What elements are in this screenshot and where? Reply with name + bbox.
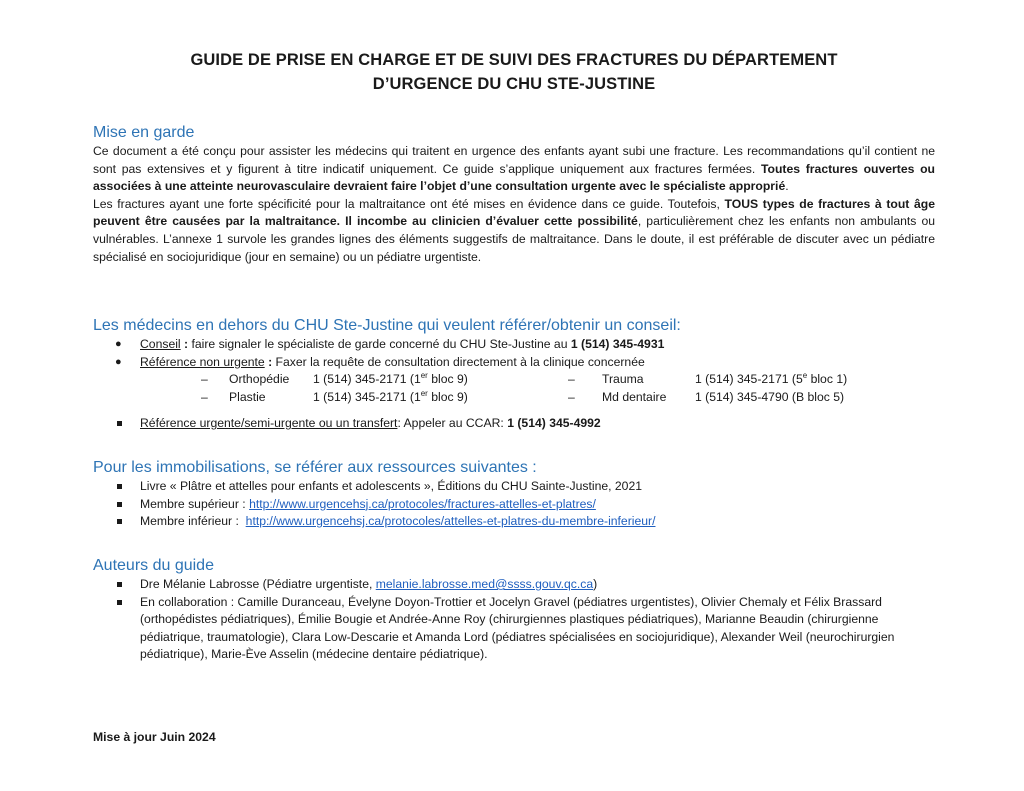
phone-text: 1 (514) 345-4790 (B bloc 5): [695, 390, 845, 405]
phone-suffix: bloc 9): [427, 390, 468, 405]
phone-number: 1 (514) 345-4931: [570, 337, 665, 351]
item-label: Membre supérieur :: [140, 496, 250, 511]
phone-suffix: bloc 9): [427, 372, 468, 387]
clinic-contacts: [93, 371, 935, 407]
phone-suffix: bloc 1): [807, 372, 848, 387]
item-text: Livre « Plâtre et attelles pour enfants et adolescents », Éditions du CHU Sainte-Justine, 2021: [140, 479, 643, 493]
clinic-phone: [313, 389, 468, 407]
item-colon: :: [180, 337, 189, 351]
paragraph-text: Ce document a été conçu pour assister les médecins qui traitent en urgence des enfants ayant subi une fracture. Les recommandations qu’il contient ne sont pas extensives et y figurent à titre indicatif uniquement. Ce guide s’applique uniquement aux fractures fermées.: [93, 144, 935, 176]
square-bullet-icon: [117, 519, 122, 524]
phone-text: 1 (514) 345-2171 (5: [695, 372, 803, 387]
item-text: En collaboration : Camille Duranceau, Évelyne Doyon-Trottier et Jocelyn Gravel (pédiatres urgentistes), Olivier Chemaly et Félix Brassard (orthopédistes pédiatriques), Émilie Bougie et Andrée-Anne Roy (chirurgiennes plastiques pédiatriques), Marianne Beaudin (chirurgienne pédiatrique, traumatologie), Clara Low-Descarie et Amanda Lord (pédiatres spécialisées en sociojuridique), Alexander Weil (neurochirurgien pédiatrique), Marie-Ève Asselin (médecine dentaire pédiatrique).: [140, 594, 895, 662]
phone-text: 1 (514) 345-2171 (1: [313, 372, 421, 387]
section-heading: Auteurs du guide: [93, 557, 214, 574]
list-item-urgent: [93, 415, 935, 433]
list-item: [93, 594, 935, 664]
list-item: [93, 496, 935, 514]
square-bullet-icon: [117, 502, 122, 507]
list-item-reference: [93, 354, 935, 372]
square-bullet-icon: [117, 582, 122, 587]
item-text: Dre Mélanie Labrosse (Pédiatre urgentiste,: [140, 577, 376, 591]
clinic-name: Orthopédie: [229, 372, 290, 387]
document-title: [93, 48, 935, 96]
section-mise-en-garde: [93, 123, 935, 266]
clinic-name: Md dentaire: [602, 390, 667, 405]
clinic-name: Trauma: [602, 372, 644, 387]
superscript: e: [802, 371, 808, 381]
lower-limb-link[interactable]: http://www.urgencehsj.ca/protocoles/attelles-et-platres-du-membre-inferieur/: [245, 514, 656, 529]
list-item: [93, 478, 935, 496]
item-text: Faxer la requête de consultation directement à la clinique concernée: [272, 354, 645, 369]
phone-number: 1 (514) 345-4992: [507, 416, 601, 431]
section-auteurs: [93, 556, 935, 664]
item-label: Référence urgente/semi-urgente ou un transfert: [140, 416, 398, 431]
paragraph-text: , particulièrement chez les enfants non ambulants ou vulnérables. L’annexe 1 survole les grandes lignes des éléments suggestifs de maltraitance. Dans le doute, il est préférable de discuter avec un pédiatre spécialisé en sociojuridique (jour en semaine) ou un pédiatre urgentiste.: [93, 214, 936, 264]
document-page: [93, 48, 936, 662]
item-text: faire signaler le spécialiste de garde concerné du CHU Ste-Justine au: [188, 337, 571, 351]
superscript: er: [420, 389, 428, 399]
clinic-name: Plastie: [229, 390, 266, 405]
list-item: [93, 576, 935, 594]
paragraph-2: [93, 196, 935, 266]
square-bullet-icon: [117, 421, 122, 426]
section-referer: [93, 316, 935, 433]
item-label: Référence non urgente: [140, 354, 265, 369]
item-text: ): [593, 577, 598, 591]
title-line-2: D’URGENCE DU CHU STE-JUSTINE: [372, 75, 656, 93]
item-label: Membre inférieur :: [140, 514, 246, 529]
clinic-phone: [695, 371, 847, 389]
clinic-phone: [313, 371, 468, 389]
paragraph-text: .: [785, 179, 789, 194]
superscript: er: [420, 371, 428, 381]
list-item-conseil: [93, 336, 935, 354]
square-bullet-icon: [117, 600, 122, 605]
list-item: [93, 513, 935, 531]
dash-icon: –: [568, 390, 575, 405]
warning-text: Toutes fractures ouvertes ou associées à une atteinte neurovasculaire devraient faire l’objet d’une consultation urgente avec le spécialiste approprié: [93, 161, 935, 194]
section-heading: Pour les immobilisations, se référer aux ressources suivantes :: [93, 459, 537, 476]
footer-update-date: Mise à jour Juin 2024: [93, 730, 216, 744]
authors-list: [93, 576, 935, 664]
bullet-icon: ●: [115, 338, 122, 350]
dash-icon: –: [201, 372, 208, 387]
section-heading: Mise en garde: [93, 124, 195, 141]
item-text: : Appeler au CCAR:: [397, 416, 508, 431]
title-line-1: GUIDE DE PRISE EN CHARGE ET DE SUIVI DES FRACTURES DU DÉPARTEMENT: [190, 51, 838, 69]
referral-list: [93, 336, 935, 371]
clinic-phone: [695, 389, 844, 407]
paragraph-text: Les fractures ayant une forte spécificité pour la maltraitance ont été mises en évidence dans ce guide. Toutefois,: [93, 196, 725, 211]
bullet-icon: ●: [115, 355, 122, 368]
item-colon: :: [264, 354, 273, 369]
warning-text: TOUS types de fractures à tout âge peuvent être causées par la maltraitance. Il incombe au clinicien d’évaluer cette possibilité: [93, 196, 935, 229]
square-bullet-icon: [117, 484, 122, 489]
resources-list: [93, 478, 935, 531]
phone-text: 1 (514) 345-2171 (1: [313, 390, 421, 405]
dash-icon: –: [201, 390, 208, 405]
section-immobilisations: [93, 458, 935, 531]
paragraph-1: [93, 143, 935, 196]
item-label: Conseil: [140, 337, 181, 351]
section-heading: Les médecins en dehors du CHU Ste-Justine qui veulent référer/obtenir un conseil:: [93, 317, 681, 334]
urgent-list: [93, 415, 935, 433]
dash-icon: –: [568, 372, 575, 387]
upper-limb-link[interactable]: http://www.urgencehsj.ca/protocoles/fractures-attelles-et-platres/: [249, 496, 596, 511]
email-link[interactable]: melanie.labrosse.med@ssss.gouv.qc.ca: [375, 577, 594, 591]
